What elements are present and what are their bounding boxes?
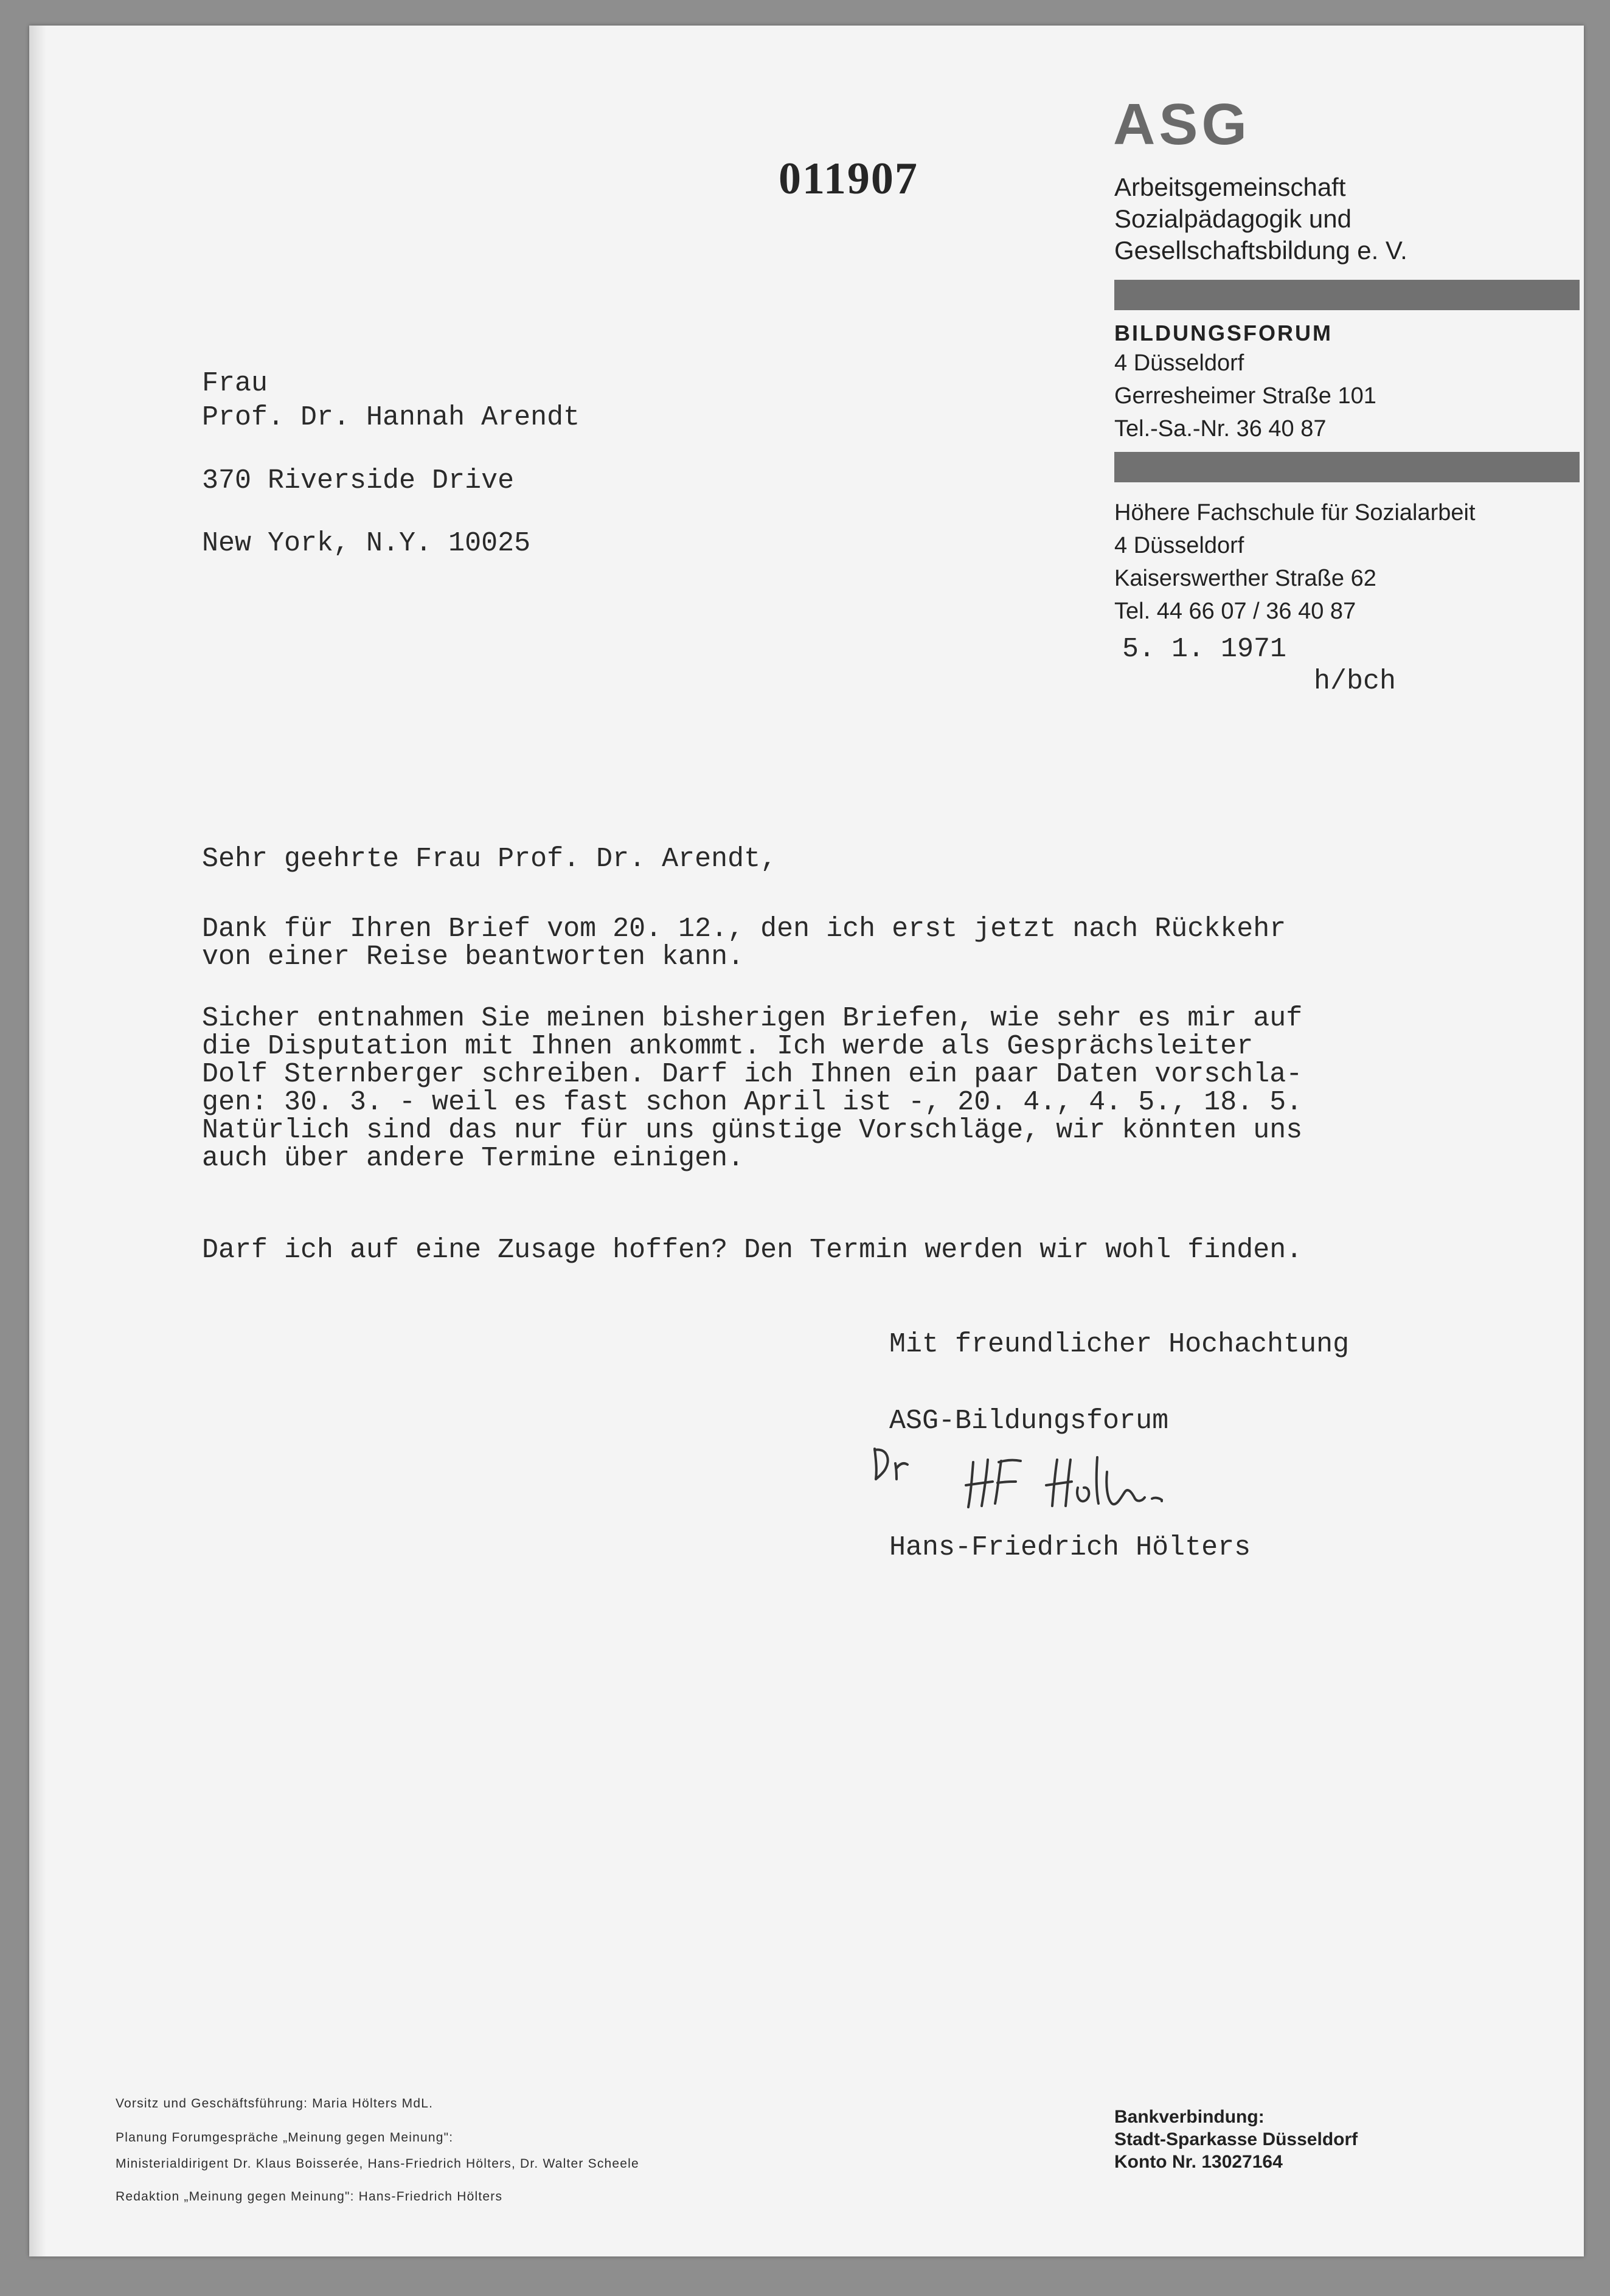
footer-planning: Planung Forumgespräche „Meinung gegen Meinung":: [116, 2131, 454, 2145]
recipient-city: New York, N.Y. 10025: [202, 528, 531, 559]
dept-line: 4 Düsseldorf: [1114, 350, 1244, 376]
body-line: auch über andere Termine einigen.: [202, 1143, 744, 1174]
org-line: Arbeitsgemeinschaft: [1114, 173, 1346, 201]
letterhead-divider-bar: [1114, 452, 1580, 482]
letterhead-divider-bar: [1114, 280, 1580, 310]
body-line: Sicher entnahmen Sie meinen bisherigen Briefen, wie sehr es mir auf: [202, 1003, 1303, 1034]
page-edge-shadow: [29, 26, 46, 2256]
school-line: Höhere Fachschule für Sozialarbeit: [1114, 500, 1476, 525]
organization-name: [1114, 172, 1407, 266]
handwritten-signature: [864, 1435, 1229, 1521]
letter-date: 5. 1. 1971: [1122, 634, 1287, 665]
body-line: die Disputation mit Ihnen ankommt. Ich werde als Gesprächsleiter: [202, 1031, 1254, 1062]
body-line: Dolf Sternberger schreiben. Darf ich Ihnen ein paar Daten vorschla-: [202, 1059, 1303, 1090]
paragraph-1: [202, 915, 1286, 971]
org-line: Gesellschaftsbildung e. V.: [1114, 236, 1407, 265]
bank-details: [1114, 2106, 1358, 2173]
letter-salutation: Sehr geehrte Frau Prof. Dr. Arendt,: [202, 844, 777, 875]
paragraph-2: [202, 1005, 1302, 1173]
closing-phrase: Mit freundlicher Hochachtung: [889, 1329, 1350, 1360]
footer-editorial: Redaktion „Meinung gegen Meinung": Hans-Friedrich Hölters: [116, 2190, 503, 2204]
signer-name: Hans-Friedrich Hölters: [889, 1532, 1251, 1563]
bank-line: Konto Nr. 13027164: [1114, 2152, 1283, 2172]
body-line: gen: 30. 3. - weil es fast schon April ist -, 20. 4., 4. 5., 18. 5.: [202, 1087, 1303, 1118]
sender-organization: ASG-Bildungsforum: [889, 1406, 1169, 1437]
paragraph-3: Darf ich auf eine Zusage hoffen? Den Termin werden wir wohl finden.: [202, 1235, 1303, 1266]
dept-line: Gerresheimer Straße 101: [1114, 383, 1376, 409]
dept-address: [1114, 347, 1376, 445]
body-line: Natürlich sind das nur für uns günstige Vorschläge, wir könnten uns: [202, 1115, 1303, 1146]
document-number: 011907: [779, 154, 918, 204]
recipient-salutation-line: Frau: [202, 368, 268, 399]
body-line: von einer Reise beantworten kann.: [202, 942, 744, 973]
footer-planning-members: Ministerialdirigent Dr. Klaus Boisserée, Hans-Friedrich Hölters, Dr. Walter Scheele: [116, 2157, 639, 2171]
recipient-name: Prof. Dr. Hannah Arendt: [202, 402, 580, 433]
reference-code: h/bch: [1314, 666, 1397, 697]
asg-logo: ASG: [1113, 92, 1251, 157]
bank-line: Bankverbindung:: [1114, 2107, 1265, 2127]
school-line: 4 Düsseldorf: [1114, 533, 1244, 558]
bank-line: Stadt-Sparkasse Düsseldorf: [1114, 2129, 1358, 2149]
school-line: Tel. 44 66 07 / 36 40 87: [1114, 598, 1356, 624]
body-line: Dank für Ihren Brief vom 20. 12., den ich erst jetzt nach Rückkehr: [202, 914, 1286, 945]
school-line: Kaiserswerther Straße 62: [1114, 566, 1376, 591]
dept-line: Tel.-Sa.-Nr. 36 40 87: [1114, 416, 1327, 442]
footer-chair: Vorsitz und Geschäftsführung: Maria Hölters MdL.: [116, 2097, 434, 2110]
recipient-street: 370 Riverside Drive: [202, 465, 515, 496]
org-line: Sozialpädagogik und: [1114, 204, 1351, 233]
dept-title: BILDUNGSFORUM: [1114, 321, 1333, 345]
school-address: [1114, 496, 1476, 628]
